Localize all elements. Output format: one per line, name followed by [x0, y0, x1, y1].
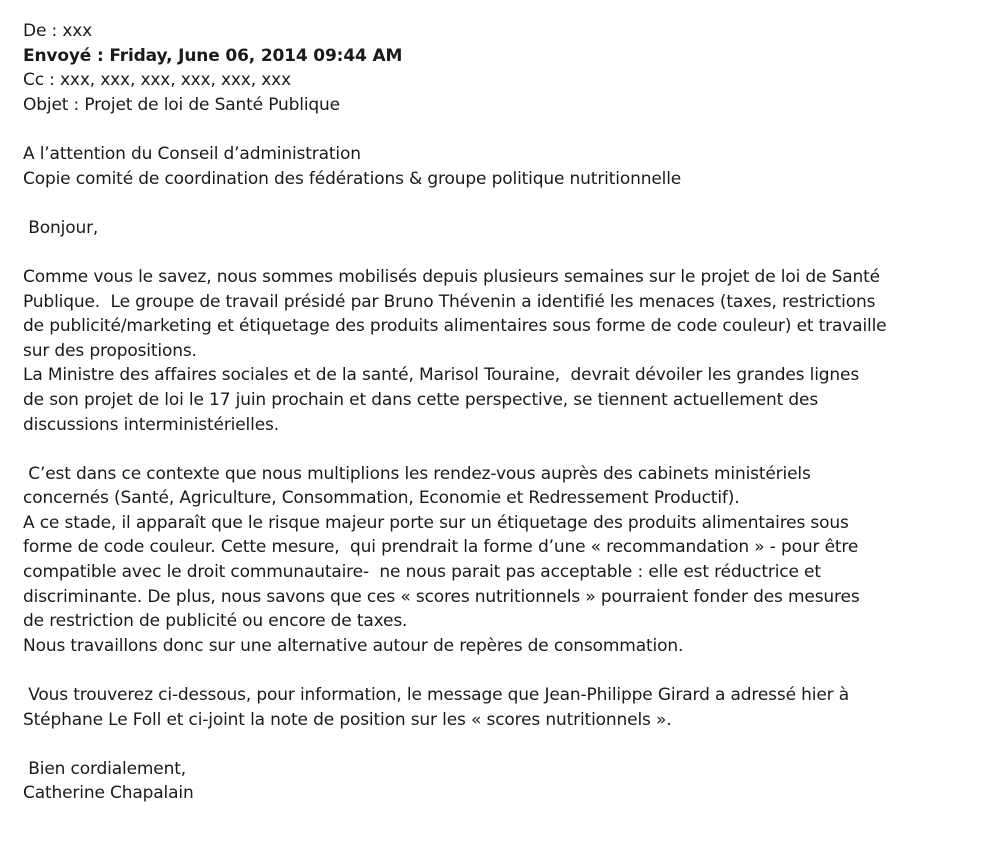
body-line: C’est dans ce contexte que nous multiplions les rendez-vous auprès des cabinets ministériels: [23, 463, 811, 484]
body-line: compatible avec le droit communautaire- ne nous parait pas acceptable : elle est réductrice et: [23, 562, 821, 583]
body-line: Publique. Le groupe de travail présidé par Bruno Thévenin a identifié les menaces (taxes, restrictions: [23, 291, 876, 312]
body-line: concernés (Santé, Agriculture, Consommation, Economie et Redressement Productif).: [23, 488, 740, 509]
body-line: discriminante. De plus, nous savons que ces « scores nutritionnels » pourraient fonder des mesures: [23, 586, 860, 607]
paragraph-context: [23, 265, 995, 437]
signature: Catherine Chapalain: [23, 783, 194, 804]
body-line: La Ministre des affaires sociales et de la santé, Marisol Touraine, devrait dévoiler les grandes lignes: [23, 365, 860, 386]
spacer: [23, 191, 995, 216]
body-line: de restriction de publicité ou encore de taxes.: [23, 611, 408, 632]
paragraph-meetings: [23, 462, 995, 659]
sent-line: Envoyé : Friday, June 06, 2014 09:44 AM: [23, 45, 403, 66]
body-line: Stéphane Le Foll et ci-joint la note de position sur les « scores nutritionnels ».: [23, 709, 672, 730]
body-line: Vous trouverez ci-dessous, pour information, le message que Jean-Philippe Girard a adressé hier à: [23, 685, 850, 706]
body-line: forme de code couleur. Cette mesure, qui prendrait la forme d’une « recommandation » - pour être: [23, 537, 859, 558]
body-line: de publicité/marketing et étiquetage des produits alimentaires sous forme de code couleur) et travaille: [23, 316, 887, 337]
body-line: sur des propositions.: [23, 340, 197, 361]
cc-line: Cc : xxx, xxx, xxx, xxx, xxx, xxx: [23, 70, 291, 91]
attention-line: A l’attention du Conseil d’administration: [23, 143, 361, 164]
closing: Bien cordialement,: [23, 758, 186, 779]
body-line: Nous travaillons donc sur une alternative autour de repères de consommation.: [23, 635, 684, 656]
paragraph-attachment: [23, 683, 995, 732]
copy-line: Copie comité de coordination des fédérations & groupe politique nutritionnelle: [23, 168, 682, 189]
body-line: discussions interministérielles.: [23, 414, 279, 435]
greeting: Bonjour,: [23, 217, 99, 238]
sign-off: [23, 757, 995, 806]
spacer: [23, 117, 995, 142]
email-message: [23, 19, 995, 806]
spacer: [23, 732, 995, 757]
subject-line: Objet : Projet de loi de Santé Publique: [23, 94, 340, 115]
from-line: De : xxx: [23, 21, 93, 41]
body-line: de son projet de loi le 17 juin prochain et dans cette perspective, se tiennent actuellement des: [23, 389, 819, 410]
body-line: A ce stade, il apparaît que le risque majeur porte sur un étiquetage des produits alimentaires sous: [23, 512, 849, 533]
spacer: [23, 437, 995, 462]
recipients-block: [23, 142, 995, 191]
body-line: Comme vous le savez, nous sommes mobilisés depuis plusieurs semaines sur le projet de loi de Santé: [23, 266, 880, 287]
email-header: [23, 19, 995, 117]
spacer: [23, 240, 995, 265]
spacer: [23, 658, 995, 683]
